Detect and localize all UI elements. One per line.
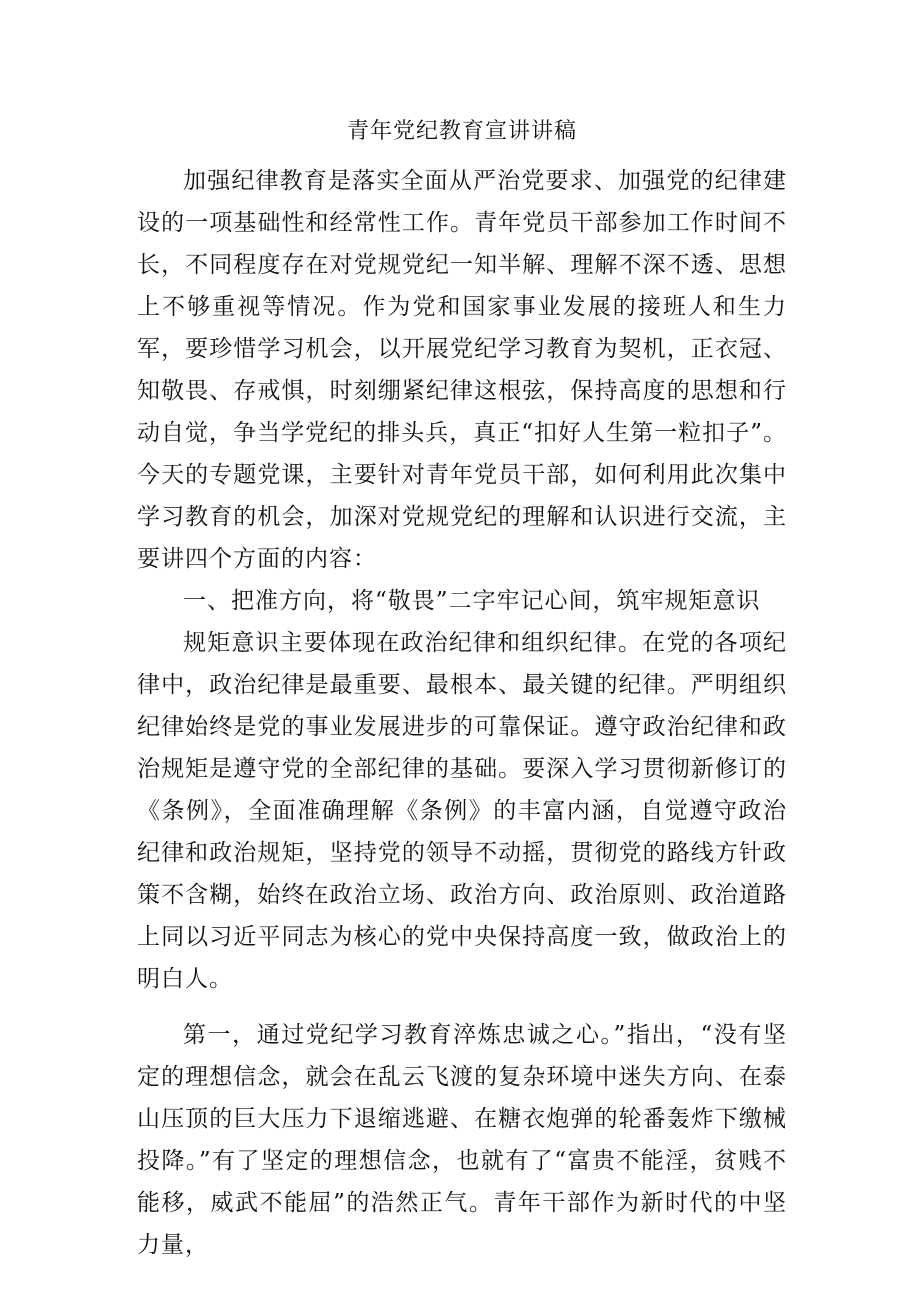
paragraph-first-point: 第一，通过党纪学习教育淬炼忠诚之心。”指出，“没有坚定的理想信念，就会在乱云飞渡的复杂环境中迷失方向、在泰山压顶的巨大压力下退缩逃避、在糖衣炮弹的轮番轰炸下缴械投降。”有了坚定的理想信念，也就有了“富贵不能淫，贫贱不能移，威武不能屈”的浩然正气。青年干部作为新时代的中坚力量， (137, 1022, 787, 1258)
paragraph-rules-awareness: 规矩意识主要体现在政治纪律和组织纪律。在党的各项纪律中，政治纪律是最重要、最根本、最关键的纪律。严明组织纪律始终是党的事业发展进步的可靠保证。遵守政治纪律和政治规矩是遵守党的全部纪律的基础。要深入学习贯彻新修订的《条例》，全面准确理解《条例》的丰富内涵，自觉遵守政治纪律和政治规矩，坚持党的领导不动摇，贯彻党的路线方针政策不含糊，始终在政治立场、政治方向、政治原则、政治道路上同以习近平同志为核心的党中央保持高度一致，做政治上的明白人。 (137, 630, 787, 992)
paragraph-intro: 加强纪律教育是落实全面从严治党要求、加强党的纪律建设的一项基础性和经常性工作。青年党员干部参加工作时间不长，不同程度存在对党规党纪一知半解、理解不深不透、思想上不够重视等情况。作为党和国家事业发展的接班人和生力军，要珍惜学习机会，以开展党纪学习教育为契机，正衣冠、知敬畏、存戒惧，时刻绷紧纪律这根弦，保持高度的思想和行动自觉，争当学党纪的排头兵，真正“扣好人生第一粒扣子”。今天的专题党课，主要针对青年党员干部，如何利用此次集中学习教育的机会，加深对党规党纪的理解和认识进行交流，主要讲四个方面的内容： (137, 168, 787, 572)
document-title: 青年党纪教育宣讲讲稿 (346, 119, 577, 144)
section-heading-1: 一、把准方向，将“敬畏”二字牢记心间，筑牢规矩意识 (183, 588, 761, 614)
document-body (137, 112, 787, 1266)
